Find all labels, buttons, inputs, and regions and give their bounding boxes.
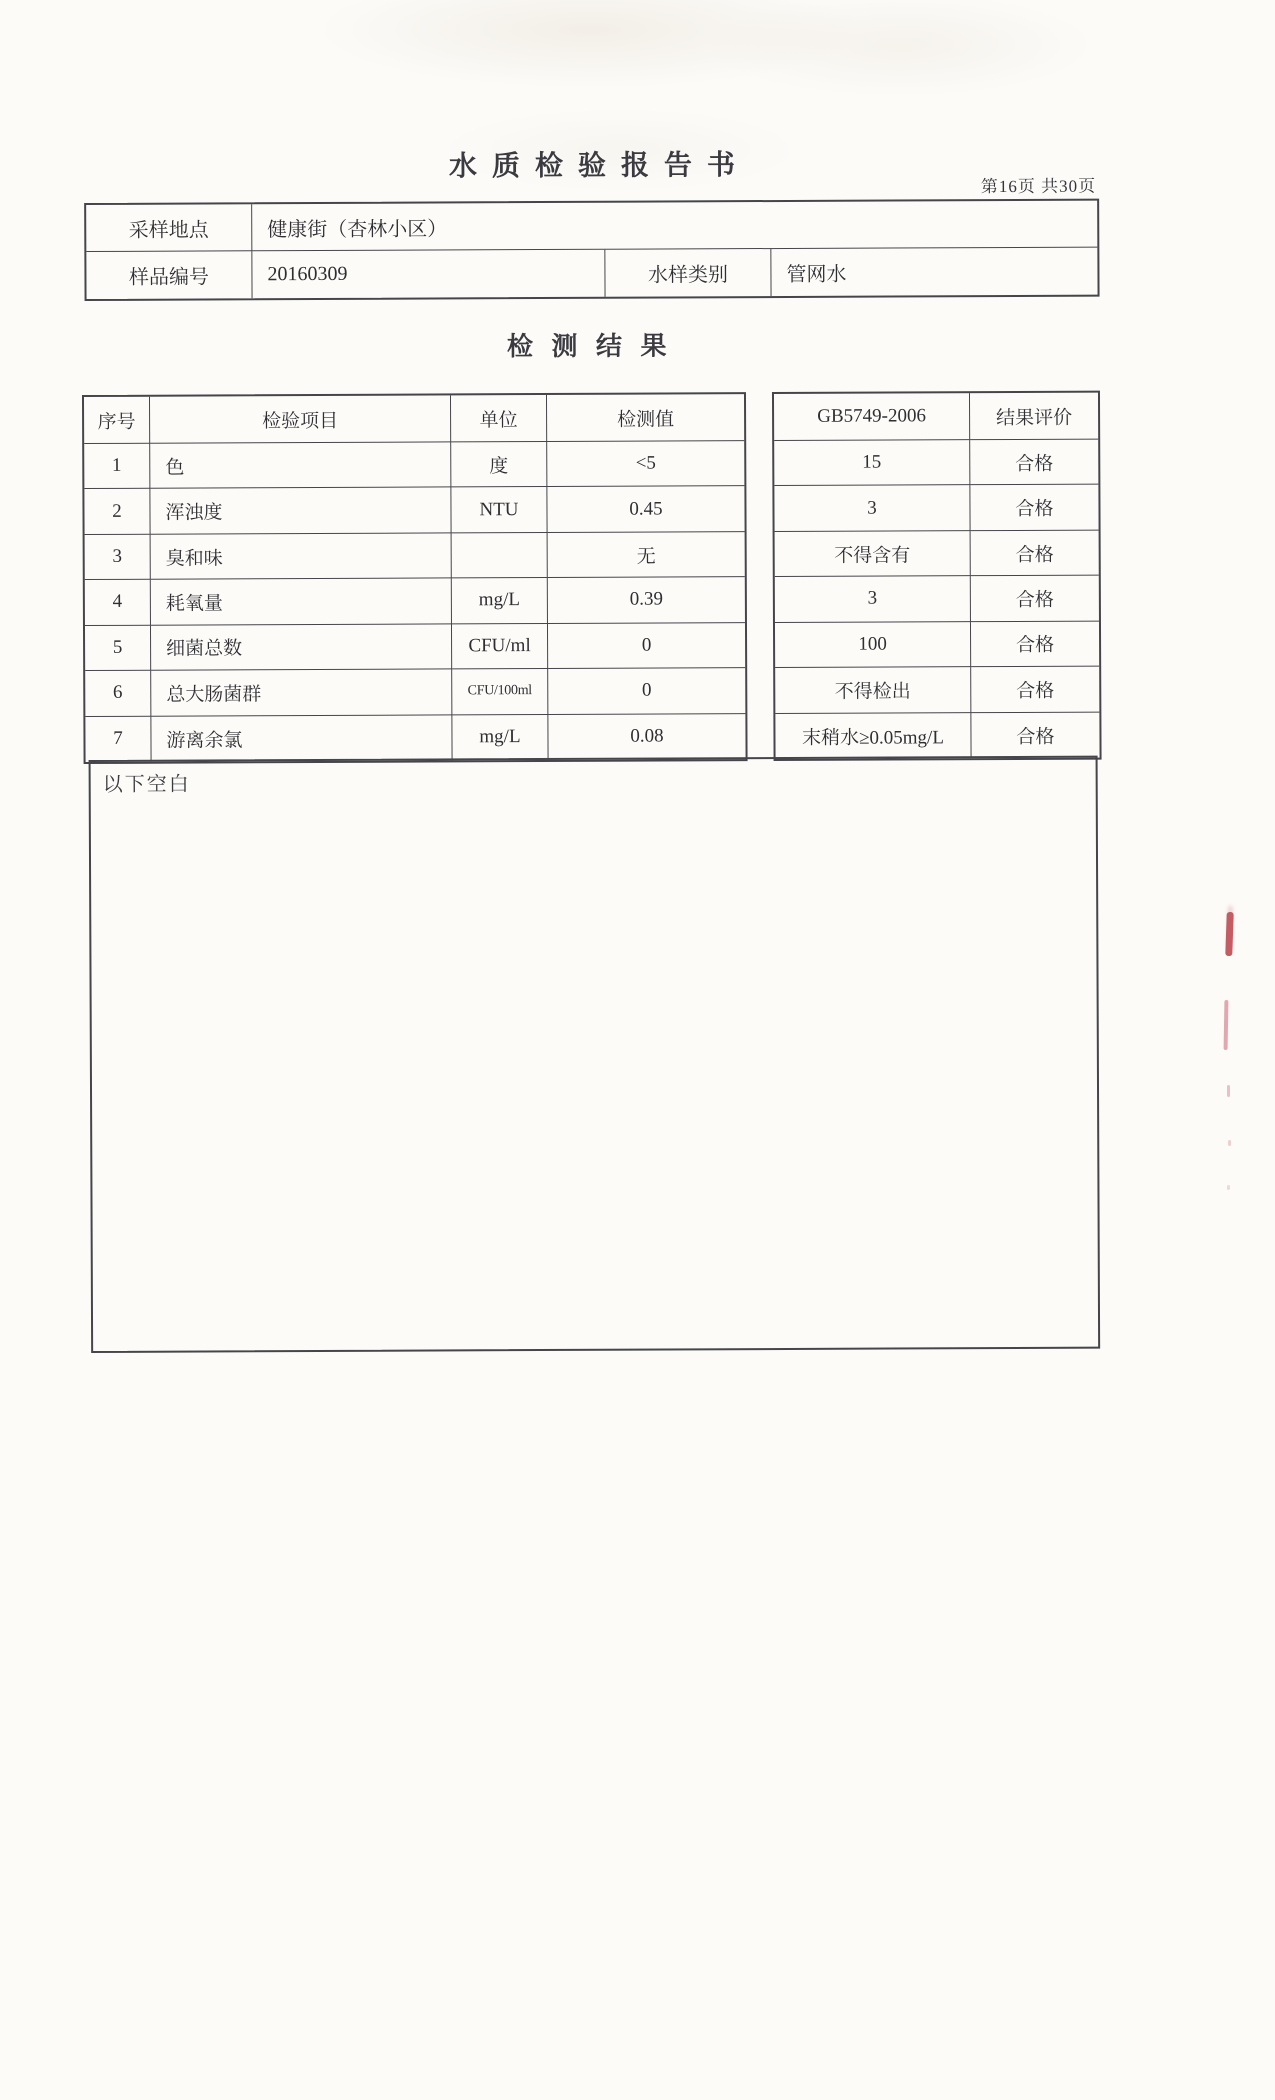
row-evaluation: 合格 [1016, 726, 1055, 748]
row-value: 0 [548, 668, 745, 714]
water-type-value: 管网水 [786, 263, 847, 286]
row-item: 细菌总数 [151, 624, 452, 671]
row-value: 0.45 [547, 487, 744, 533]
row-standard: 15 [774, 440, 970, 486]
blank-area-box [89, 756, 1101, 1353]
row-item: 色 [150, 442, 451, 489]
sample-location-label: 采样地点 [86, 204, 252, 252]
row-standard: 3 [775, 576, 971, 622]
row-evaluation: 合格 [971, 667, 1099, 713]
row-unit: NTU [451, 487, 547, 533]
row-item: 总大肠菌群 [151, 670, 452, 717]
row-item: 浑浊度 [150, 488, 451, 535]
row-value: 0.08 [630, 725, 664, 747]
row-evaluation: 合格 [971, 621, 1099, 667]
row-no: 4 [85, 580, 151, 626]
col-header-standard: GB5749-2006 [774, 393, 970, 441]
section-title: 检 测 结 果 [506, 331, 673, 362]
row-value: <5 [547, 441, 744, 487]
row-no: 1 [84, 444, 150, 490]
col-header-no: 序号 [84, 397, 150, 444]
row-unit: CFU/ml [452, 624, 548, 670]
red-ink-mark [1227, 1085, 1230, 1097]
row-evaluation: 合格 [971, 530, 1099, 576]
row-no: 6 [85, 671, 151, 717]
red-ink-mark [1227, 1185, 1230, 1190]
row-no: 3 [85, 535, 151, 581]
col-header-value: 检测值 [547, 394, 744, 442]
report-title: 水 质 检 验 报 告 书 [448, 150, 740, 183]
sample-number-value: 20160309 [252, 250, 605, 299]
water-type-label: 水样类别 [605, 249, 771, 297]
row-item: 耗氧量 [151, 579, 452, 626]
page-number-label: 第16页 共30页 [980, 176, 1097, 197]
sample-number-label: 样品编号 [86, 251, 252, 299]
row-standard: 不得检出 [775, 667, 971, 713]
row-unit: mg/L [452, 715, 548, 761]
row-evaluation: 合格 [971, 576, 1099, 622]
results-table-left [82, 392, 748, 764]
row-unit: 度 [451, 442, 547, 488]
row-value: 0 [548, 623, 745, 669]
col-header-unit: 单位 [451, 395, 547, 442]
col-header-evaluation: 结果评价 [970, 393, 1098, 441]
row-value: 0.39 [548, 577, 745, 623]
sample-location-value: 健康街（杏林小区） [252, 201, 1097, 252]
row-no: 7 [85, 716, 151, 762]
col-header-item: 检验项目 [150, 395, 451, 443]
row-standard: 100 [775, 622, 971, 668]
results-table-right [772, 391, 1102, 761]
row-standard: 3 [774, 486, 970, 532]
row-unit: CFU/100ml [452, 669, 548, 715]
row-item: 游离余氯 [151, 715, 452, 762]
blank-note: 以下空白 [102, 773, 191, 796]
row-no: 5 [85, 625, 151, 671]
sample-info-table [84, 199, 1099, 301]
row-unit [452, 533, 548, 579]
red-ink-mark [1228, 1140, 1231, 1146]
row-evaluation: 合格 [970, 440, 1098, 486]
row-value: 无 [548, 532, 745, 578]
row-evaluation: 合格 [970, 485, 1098, 531]
row-standard: 不得含有 [775, 531, 971, 577]
row-item: 臭和味 [151, 533, 452, 580]
row-standard: 末稍水≥0.05mg/L [775, 713, 971, 759]
row-unit: mg/L [452, 578, 548, 624]
row-no: 2 [84, 489, 150, 535]
